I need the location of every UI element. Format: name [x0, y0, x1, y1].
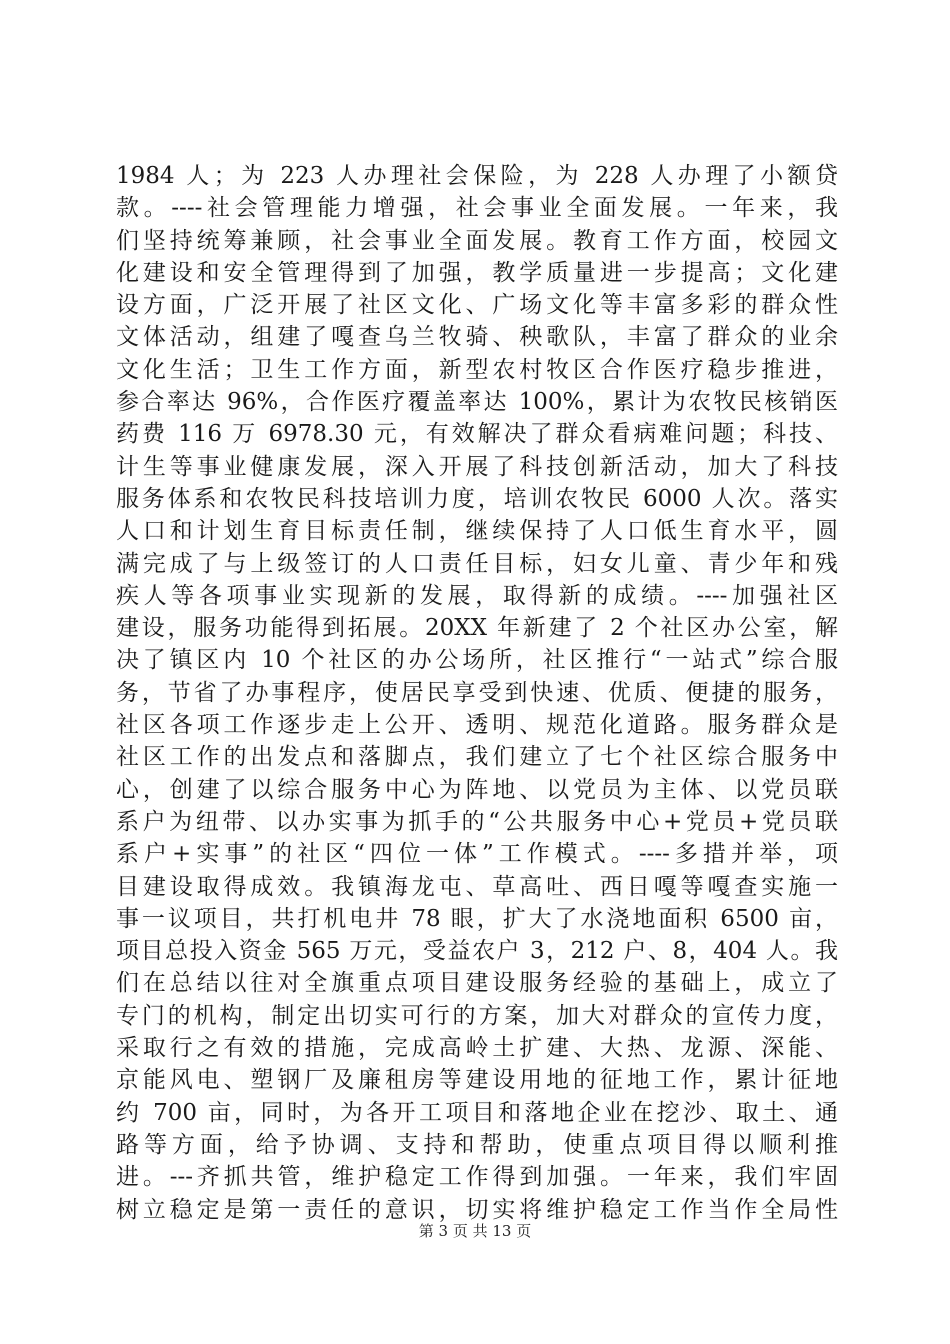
text-line: 约 700 亩，同时，为各开工项目和落地企业在挖沙、取土、通	[116, 1099, 838, 1126]
text-line: 人口和计划生育目标责任制，继续保持了人口低生育水平，圆	[116, 518, 838, 545]
text-line: 化建设和安全管理得到了加强，教学质量进一步提高；文化建	[116, 259, 838, 286]
text-line: 社区工作的出发点和落脚点，我们建立了七个社区综合服务中	[116, 744, 838, 771]
text-line: 计生等事业健康发展，深入开展了科技创新活动，加大了科技	[116, 453, 838, 480]
text-line: 建设，服务功能得到拓展。20XX 年新建了 2 个社区办公室，解	[116, 615, 838, 642]
text-line: 药费 116 万 6978.30 元，有效解决了群众看病难问题；科技、	[116, 421, 838, 448]
text-line: 项目总投入资金 565 万元，受益农户 3，212 户、8，404 人。我	[116, 938, 838, 965]
text-line: 路等方面，给予协调、支持和帮助，使重点项目得以顺利推	[116, 1131, 838, 1158]
text-line: 进。---齐抓共管，维护稳定工作得到加强。一年来，我们牢固	[116, 1164, 838, 1191]
text-line: 务，节省了办事程序，使居民享受到快速、优质、便捷的服务，	[116, 679, 838, 706]
text-line: 款。----社会管理能力增强，社会事业全面发展。一年来，我	[116, 195, 838, 222]
text-line: 参合率达 96%，合作医疗覆盖率达 100%，累计为农牧民核销医	[116, 389, 838, 416]
text-line: 事一议项目，共打机电井 78 眼，扩大了水浇地面积 6500 亩，	[116, 905, 838, 932]
text-line: 1984 人；为 223 人办理社会保险，为 228 人办理了小额贷	[116, 163, 838, 189]
text-line: 文体活动，组建了嘎查乌兰牧骑、秧歌队，丰富了群众的业余	[116, 324, 838, 351]
text-line: 目建设取得成效。我镇海龙屯、草高吐、西日嘎等嘎查实施一	[116, 873, 838, 900]
text-line: 树立稳定是第一责任的意识，切实将维护稳定工作当作全局性	[116, 1196, 838, 1223]
text-line: 专门的机构，制定出切实可行的方案，加大对群众的宣传力度，	[116, 1002, 838, 1029]
text-line: 们坚持统筹兼顾，社会事业全面发展。教育工作方面，校园文	[116, 227, 838, 254]
text-line: 文化生活；卫生工作方面，新型农村牧区合作医疗稳步推进，	[116, 356, 838, 383]
text-line: 们在总结以往对全旗重点项目建设服务经验的基础上，成立了	[116, 970, 838, 997]
document-body	[116, 160, 838, 1226]
text-line: 设方面，广泛开展了社区文化、广场文化等丰富多彩的群众性	[116, 292, 838, 319]
text-line: 心，创建了以综合服务中心为阵地、以党员为主体、以党员联	[116, 776, 838, 803]
text-line: 京能风电、塑钢厂及廉租房等建设用地的征地工作，累计征地	[116, 1067, 838, 1094]
text-line: 服务体系和农牧民科技培训力度，培训农牧民 6000 人次。落实	[116, 485, 838, 512]
text-line: 系户为纽带、以办实事为抓手的“公共服务中心+党员+党员联	[116, 808, 838, 835]
text-line: 决了镇区内 10 个社区的办公场所，社区推行“一站式”综合服	[116, 647, 838, 674]
page-footer: 第 3 页 共 13 页	[418, 1222, 532, 1240]
text-line: 社区各项工作逐步走上公开、透明、规范化道路。服务群众是	[116, 712, 838, 739]
text-line: 系户+实事”的社区“四位一体”工作模式。----多措并举，项	[116, 841, 838, 868]
text-line: 满完成了与上级签订的人口责任目标，妇女儿童、青少年和残	[116, 550, 838, 577]
text-line: 疾人等各项事业实现新的发展，取得新的成绩。----加强社区	[116, 582, 838, 609]
text-line: 采取行之有效的措施，完成高岭土扩建、大热、龙源、深能、	[116, 1035, 838, 1062]
